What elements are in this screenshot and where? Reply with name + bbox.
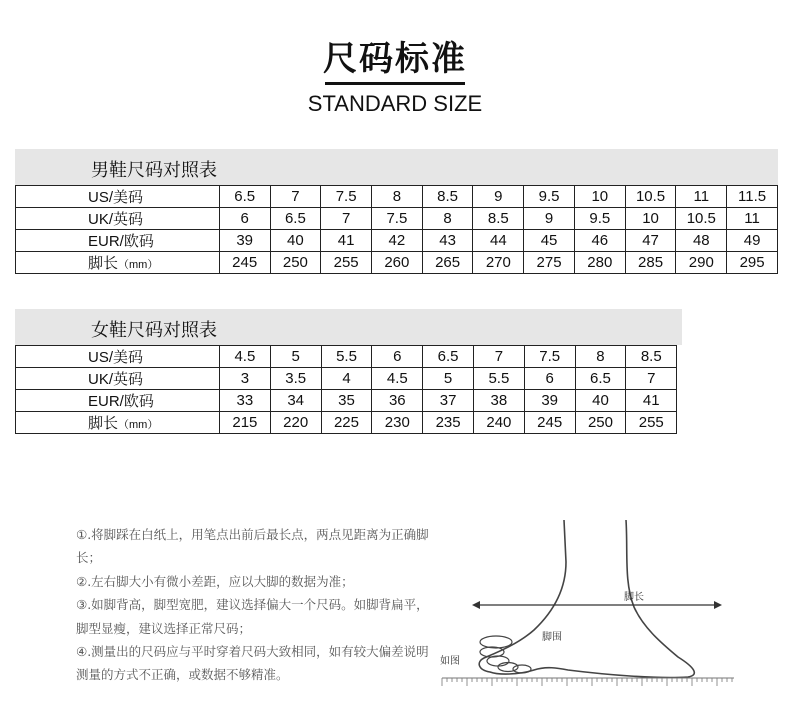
row-label (16, 252, 220, 274)
unit-label: （mm） (118, 419, 159, 431)
men-size-chart (15, 149, 778, 274)
size-cell: 8.5 (422, 186, 473, 208)
size-cell: 6.5 (575, 368, 626, 390)
size-cell: 36 (372, 390, 423, 412)
table-row (16, 186, 778, 208)
measurement-instructions (76, 523, 431, 687)
size-cell: 40 (270, 230, 321, 252)
size-cell: 7.5 (524, 346, 575, 368)
size-cell: 230 (372, 412, 423, 434)
instruction-3: ③.如脚背高，脚型宽肥，建议选择偏大一个尺码。如脚背扁平，脚型显瘦，建议选择正常尺码； (76, 597, 429, 636)
size-cell: 225 (321, 412, 372, 434)
row-label (16, 390, 220, 412)
size-cell: 11.5 (727, 186, 778, 208)
size-cell: 6 (372, 346, 423, 368)
size-cell: 11 (676, 186, 727, 208)
table-row (16, 252, 778, 274)
size-cell: 275 (524, 252, 575, 274)
size-cell: 295 (727, 252, 778, 274)
size-cell: 10.5 (676, 208, 727, 230)
ruler-icon (442, 678, 734, 686)
size-cell: 8 (422, 208, 473, 230)
size-cell: 10.5 (625, 186, 676, 208)
size-cell: 240 (473, 412, 524, 434)
size-cell: 4.5 (220, 346, 271, 368)
size-cell: 235 (423, 412, 474, 434)
size-cell: 39 (524, 390, 575, 412)
size-cell: 10 (625, 208, 676, 230)
size-cell: 34 (270, 390, 321, 412)
size-cell: 5.5 (321, 346, 372, 368)
unit-label: （mm） (118, 259, 159, 271)
table-row (16, 412, 677, 434)
row-label (16, 186, 220, 208)
instruction-2: ②.左右脚大小有微小差距，应以大脚的数据为准； (76, 573, 354, 589)
size-cell: 3.5 (270, 368, 321, 390)
size-cell: 290 (676, 252, 727, 274)
double-arrow-icon (472, 601, 722, 609)
size-cell: 6.5 (270, 208, 321, 230)
foot-length-label: 脚长 (624, 592, 644, 603)
size-cell: 280 (574, 252, 625, 274)
size-cell: 3 (220, 368, 271, 390)
size-cell: 7.5 (372, 208, 423, 230)
size-cell: 270 (473, 252, 524, 274)
instruction-1: ①.将脚踩在白纸上，用笔点出前后最长点，两点见距离为正确脚长； (76, 527, 429, 566)
row-label-text: UK/英码 (88, 371, 144, 388)
size-cell: 43 (422, 230, 473, 252)
size-cell: 215 (220, 412, 271, 434)
men-chart-title: 男鞋尺码对照表 (15, 149, 778, 185)
size-cell: 46 (574, 230, 625, 252)
foot-outline-icon (438, 512, 738, 697)
women-size-table (15, 345, 677, 434)
row-label-text: US/美码 (88, 189, 144, 206)
row-label-text: 脚长 (88, 255, 119, 272)
size-cell: 8.5 (473, 208, 524, 230)
table-row (16, 390, 677, 412)
size-cell: 4.5 (372, 368, 423, 390)
foot-measurement-figure (438, 512, 738, 697)
size-cell: 9.5 (574, 208, 625, 230)
instruction-4: ④.测量出的尺码应与平时穿着尺码大致相同，如有较大偏差说明测量的方式不正确，或数据不够精准。 (76, 644, 429, 683)
size-cell: 9 (524, 208, 575, 230)
toe-label: 脚围 (542, 632, 562, 643)
row-label-text: EUR/欧码 (88, 233, 154, 250)
page-header (0, 38, 790, 117)
row-label-text: 脚长 (88, 415, 119, 432)
row-label (16, 412, 220, 434)
table-row (16, 368, 677, 390)
size-cell: 250 (575, 412, 626, 434)
table-row (16, 230, 778, 252)
size-cell: 5 (423, 368, 474, 390)
size-cell: 9 (473, 186, 524, 208)
row-label (16, 346, 220, 368)
size-cell: 44 (473, 230, 524, 252)
size-cell: 47 (625, 230, 676, 252)
row-label (16, 230, 220, 252)
size-cell: 7 (626, 368, 677, 390)
table-row (16, 208, 778, 230)
size-cell: 5.5 (473, 368, 524, 390)
table-row (16, 346, 677, 368)
size-cell: 255 (321, 252, 372, 274)
size-cell: 7 (473, 346, 524, 368)
size-cell: 5 (270, 346, 321, 368)
size-cell: 9.5 (524, 186, 575, 208)
size-cell: 49 (727, 230, 778, 252)
row-label (16, 368, 220, 390)
size-cell: 40 (575, 390, 626, 412)
size-cell: 7 (270, 186, 321, 208)
row-label-text: EUR/欧码 (88, 393, 154, 410)
size-cell: 4 (321, 368, 372, 390)
size-cell: 265 (422, 252, 473, 274)
size-cell: 6.5 (219, 186, 270, 208)
size-cell: 255 (626, 412, 677, 434)
size-cell: 6.5 (423, 346, 474, 368)
size-cell: 45 (524, 230, 575, 252)
size-cell: 245 (219, 252, 270, 274)
size-cell: 41 (626, 390, 677, 412)
title-underline (325, 82, 465, 85)
row-label (16, 208, 220, 230)
size-cell: 250 (270, 252, 321, 274)
size-cell: 7.5 (321, 186, 372, 208)
size-cell: 8 (575, 346, 626, 368)
row-label-text: UK/英码 (88, 211, 144, 228)
size-cell: 35 (321, 390, 372, 412)
women-size-chart (15, 309, 682, 434)
as-shown-label: 如图 (440, 656, 460, 667)
size-cell: 285 (625, 252, 676, 274)
men-size-table (15, 185, 778, 274)
size-cell: 41 (321, 230, 372, 252)
size-cell: 7 (321, 208, 372, 230)
size-cell: 48 (676, 230, 727, 252)
size-cell: 39 (219, 230, 270, 252)
page-subtitle: STANDARD SIZE (307, 91, 483, 116)
size-cell: 8.5 (626, 346, 677, 368)
size-cell: 220 (270, 412, 321, 434)
size-cell: 37 (423, 390, 474, 412)
size-cell: 38 (473, 390, 524, 412)
size-cell: 11 (727, 208, 778, 230)
size-cell: 33 (220, 390, 271, 412)
size-cell: 260 (372, 252, 423, 274)
size-cell: 245 (524, 412, 575, 434)
row-label-text: US/美码 (88, 349, 144, 366)
size-cell: 42 (372, 230, 423, 252)
size-cell: 6 (524, 368, 575, 390)
size-cell: 8 (372, 186, 423, 208)
women-chart-title: 女鞋尺码对照表 (15, 309, 682, 345)
page-title: 尺码标准 (323, 39, 467, 79)
size-cell: 10 (574, 186, 625, 208)
size-cell: 6 (219, 208, 270, 230)
